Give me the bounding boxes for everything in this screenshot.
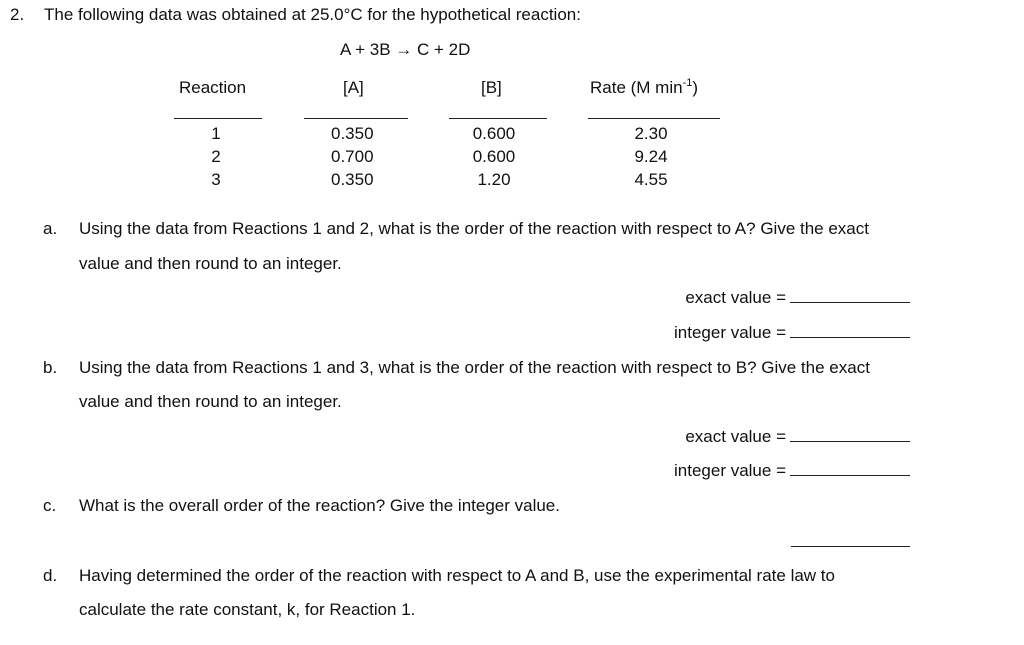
header-rule-a [304, 118, 408, 119]
part-d-letter: d. [43, 566, 58, 585]
header-rate-close: ) [692, 78, 699, 97]
reaction-equation: A + 3B → C + 2D [340, 40, 471, 59]
part-c-line1: What is the overall order of the reaction? Give the integer value. [79, 496, 560, 515]
question-intro: The following data was obtained at 25.0°C for the hypothetical reaction: [44, 5, 581, 24]
header-rule-rate [588, 118, 720, 119]
part-a-exact [685, 288, 910, 308]
part-b-line1: Using the data from Reactions 1 and 3, what is the order of the reaction with respect to B? Give the exact [79, 358, 870, 377]
row3-a: 0.350 [331, 170, 374, 189]
header-a: [A] [343, 78, 364, 97]
header-rate-text: Rate (M min [590, 78, 683, 97]
header-b: [B] [481, 78, 502, 97]
row3-b: 1.20 [477, 170, 511, 189]
question-number: 2. [10, 5, 25, 24]
header-rule-b [449, 118, 547, 119]
part-b-exact-label: exact value = [685, 427, 786, 446]
part-a-line1: Using the data from Reactions 1 and 2, what is the order of the reaction with respect to A? Give the exact [79, 219, 869, 238]
row1-a: 0.350 [331, 124, 374, 143]
header-rate [590, 78, 698, 98]
part-b-exact [685, 427, 910, 447]
part-b-integer-label: integer value = [674, 461, 786, 480]
row1-b: 0.600 [472, 124, 516, 143]
part-a-integer-label: integer value = [674, 323, 786, 342]
row3-reaction: 3 [211, 170, 221, 189]
part-b-integer [674, 461, 910, 481]
part-a-exact-label: exact value = [685, 288, 786, 307]
row2-a: 0.700 [331, 147, 374, 166]
part-a-integer-answer-blank[interactable] [790, 323, 910, 338]
header-reaction: Reaction [179, 78, 247, 97]
part-a-exact-answer-blank[interactable] [790, 288, 910, 303]
row1-reaction: 1 [211, 124, 221, 143]
row2-reaction: 2 [211, 147, 221, 166]
row2-b: 0.600 [472, 147, 516, 166]
part-a-letter: a. [43, 219, 58, 238]
header-rule-reaction [174, 118, 262, 119]
part-b-exact-answer-blank[interactable] [790, 427, 910, 442]
part-d-line2: calculate the rate constant, k, for Reaction 1. [79, 600, 416, 619]
part-c-answer-blank[interactable] [791, 546, 910, 547]
row2-rate: 9.24 [634, 147, 668, 166]
row1-rate: 2.30 [634, 124, 668, 143]
part-b-line2: value and then round to an integer. [79, 392, 342, 411]
part-d-line1: Having determined the order of the reaction with respect to A and B, use the experimental rate law to [79, 566, 835, 585]
part-c-letter: c. [43, 496, 57, 515]
part-b-integer-answer-blank[interactable] [790, 461, 910, 476]
part-a-integer [674, 323, 910, 343]
part-b-letter: b. [43, 358, 58, 377]
part-a-line2: value and then round to an integer. [79, 254, 342, 273]
header-rate-exponent: -1 [682, 77, 693, 89]
row3-rate: 4.55 [634, 170, 668, 189]
